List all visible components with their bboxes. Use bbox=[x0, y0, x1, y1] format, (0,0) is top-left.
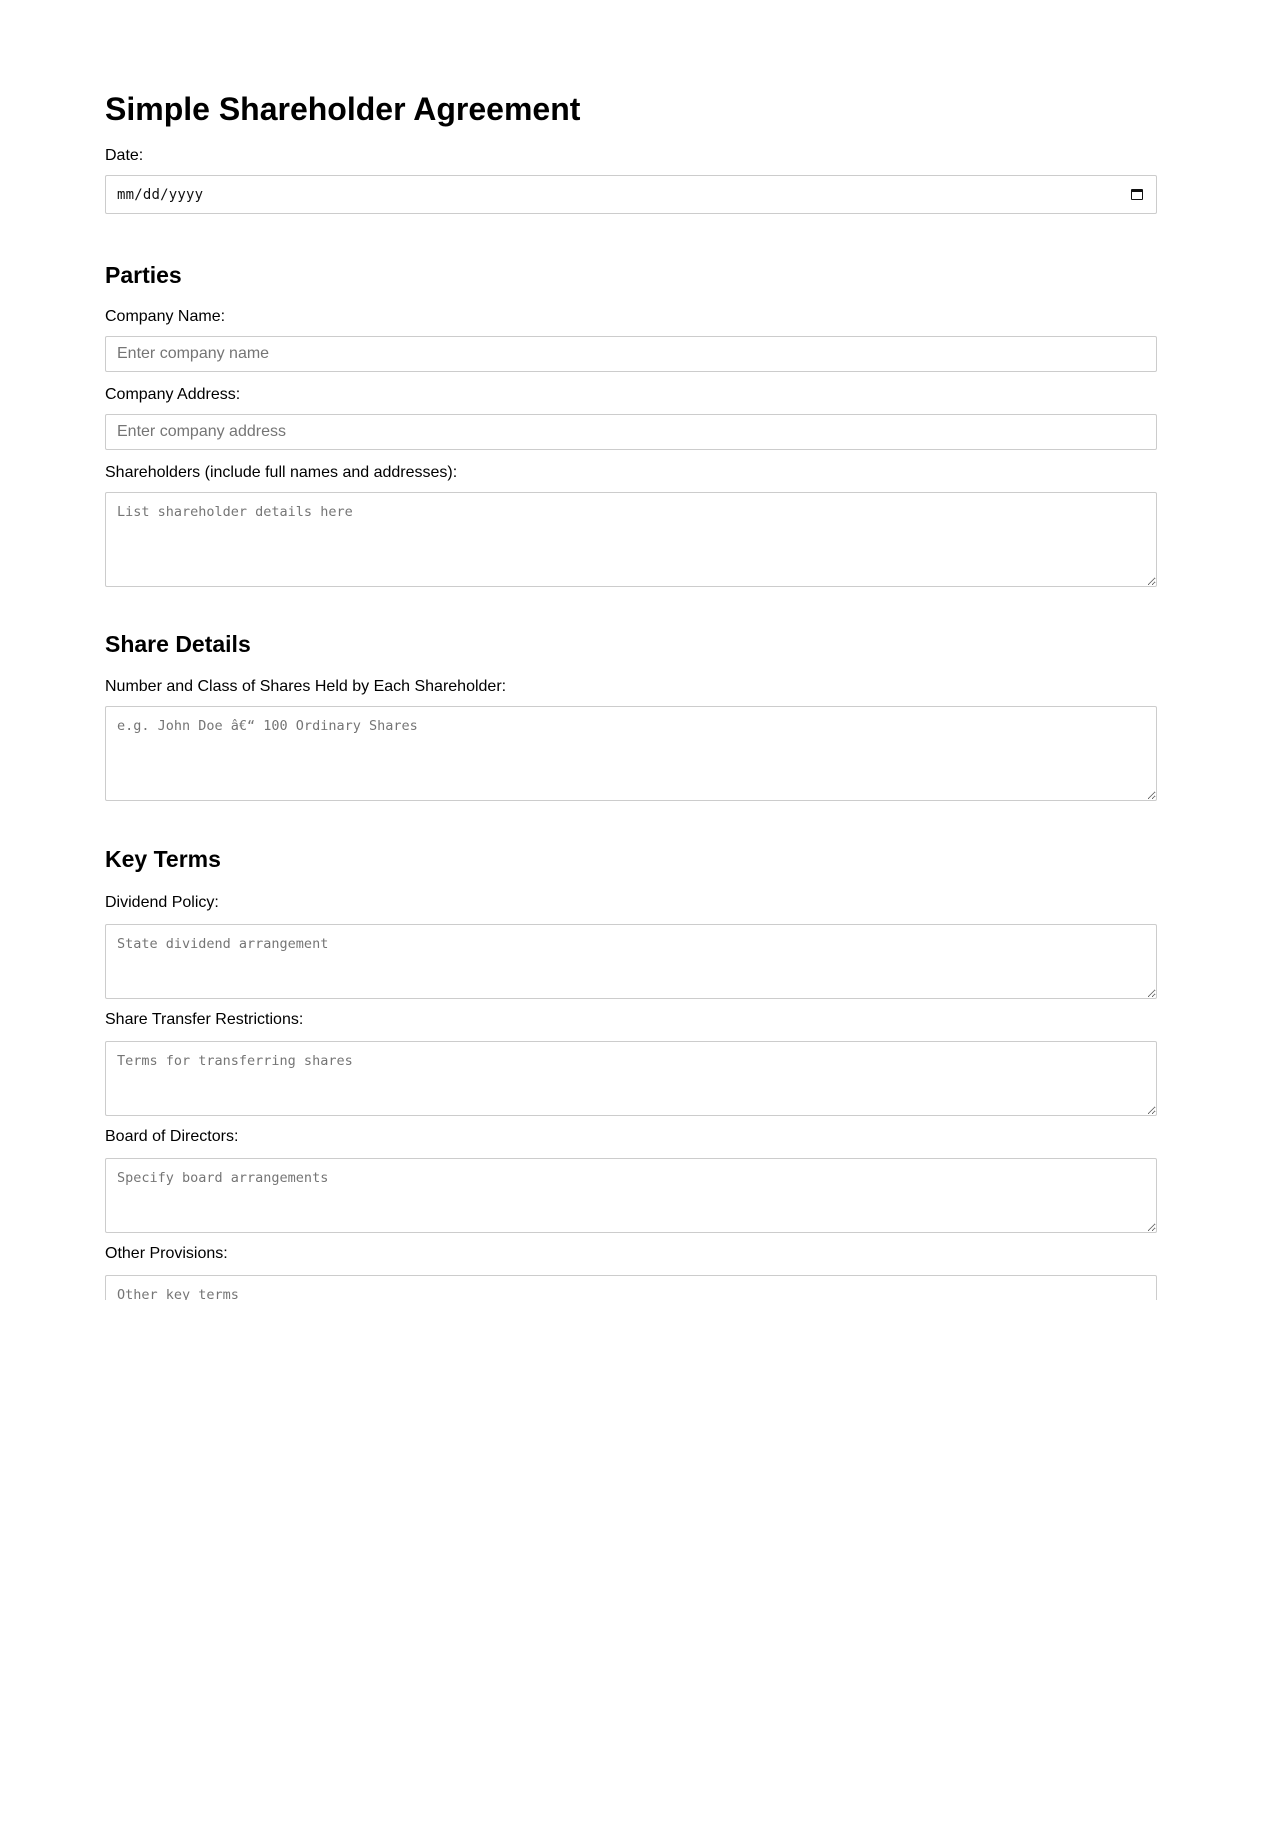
date-input[interactable] bbox=[105, 175, 1157, 214]
board-label: Board of Directors: bbox=[105, 1128, 239, 1145]
transfer-label: Share Transfer Restrictions: bbox=[105, 1011, 304, 1028]
dividend-label: Dividend Policy: bbox=[105, 894, 219, 911]
date-placeholder: mm/dd/yyyy bbox=[117, 186, 204, 203]
transfer-textarea[interactable] bbox=[105, 1041, 1157, 1116]
calendar-icon[interactable] bbox=[1131, 189, 1143, 200]
company-address-input[interactable] bbox=[105, 414, 1157, 450]
company-name-label: Company Name: bbox=[105, 308, 226, 325]
date-label: Date: bbox=[105, 147, 144, 164]
page-title: Simple Shareholder Agreement bbox=[105, 91, 581, 127]
section-heading-parties: Parties bbox=[105, 262, 182, 288]
board-textarea[interactable] bbox=[105, 1158, 1157, 1233]
other-provisions-label: Other Provisions: bbox=[105, 1245, 228, 1262]
shareholders-label: Shareholders (include full names and addresses): bbox=[105, 464, 458, 481]
other-provisions-textarea[interactable] bbox=[105, 1275, 1157, 1300]
shareholders-textarea[interactable] bbox=[105, 492, 1157, 587]
company-name-input[interactable] bbox=[105, 336, 1157, 372]
dividend-textarea[interactable] bbox=[105, 924, 1157, 999]
company-address-label: Company Address: bbox=[105, 386, 241, 403]
section-heading-key-terms: Key Terms bbox=[105, 846, 221, 872]
section-heading-share-details: Share Details bbox=[105, 631, 251, 657]
shares-label: Number and Class of Shares Held by Each Shareholder: bbox=[105, 678, 507, 695]
shares-textarea[interactable] bbox=[105, 706, 1157, 801]
